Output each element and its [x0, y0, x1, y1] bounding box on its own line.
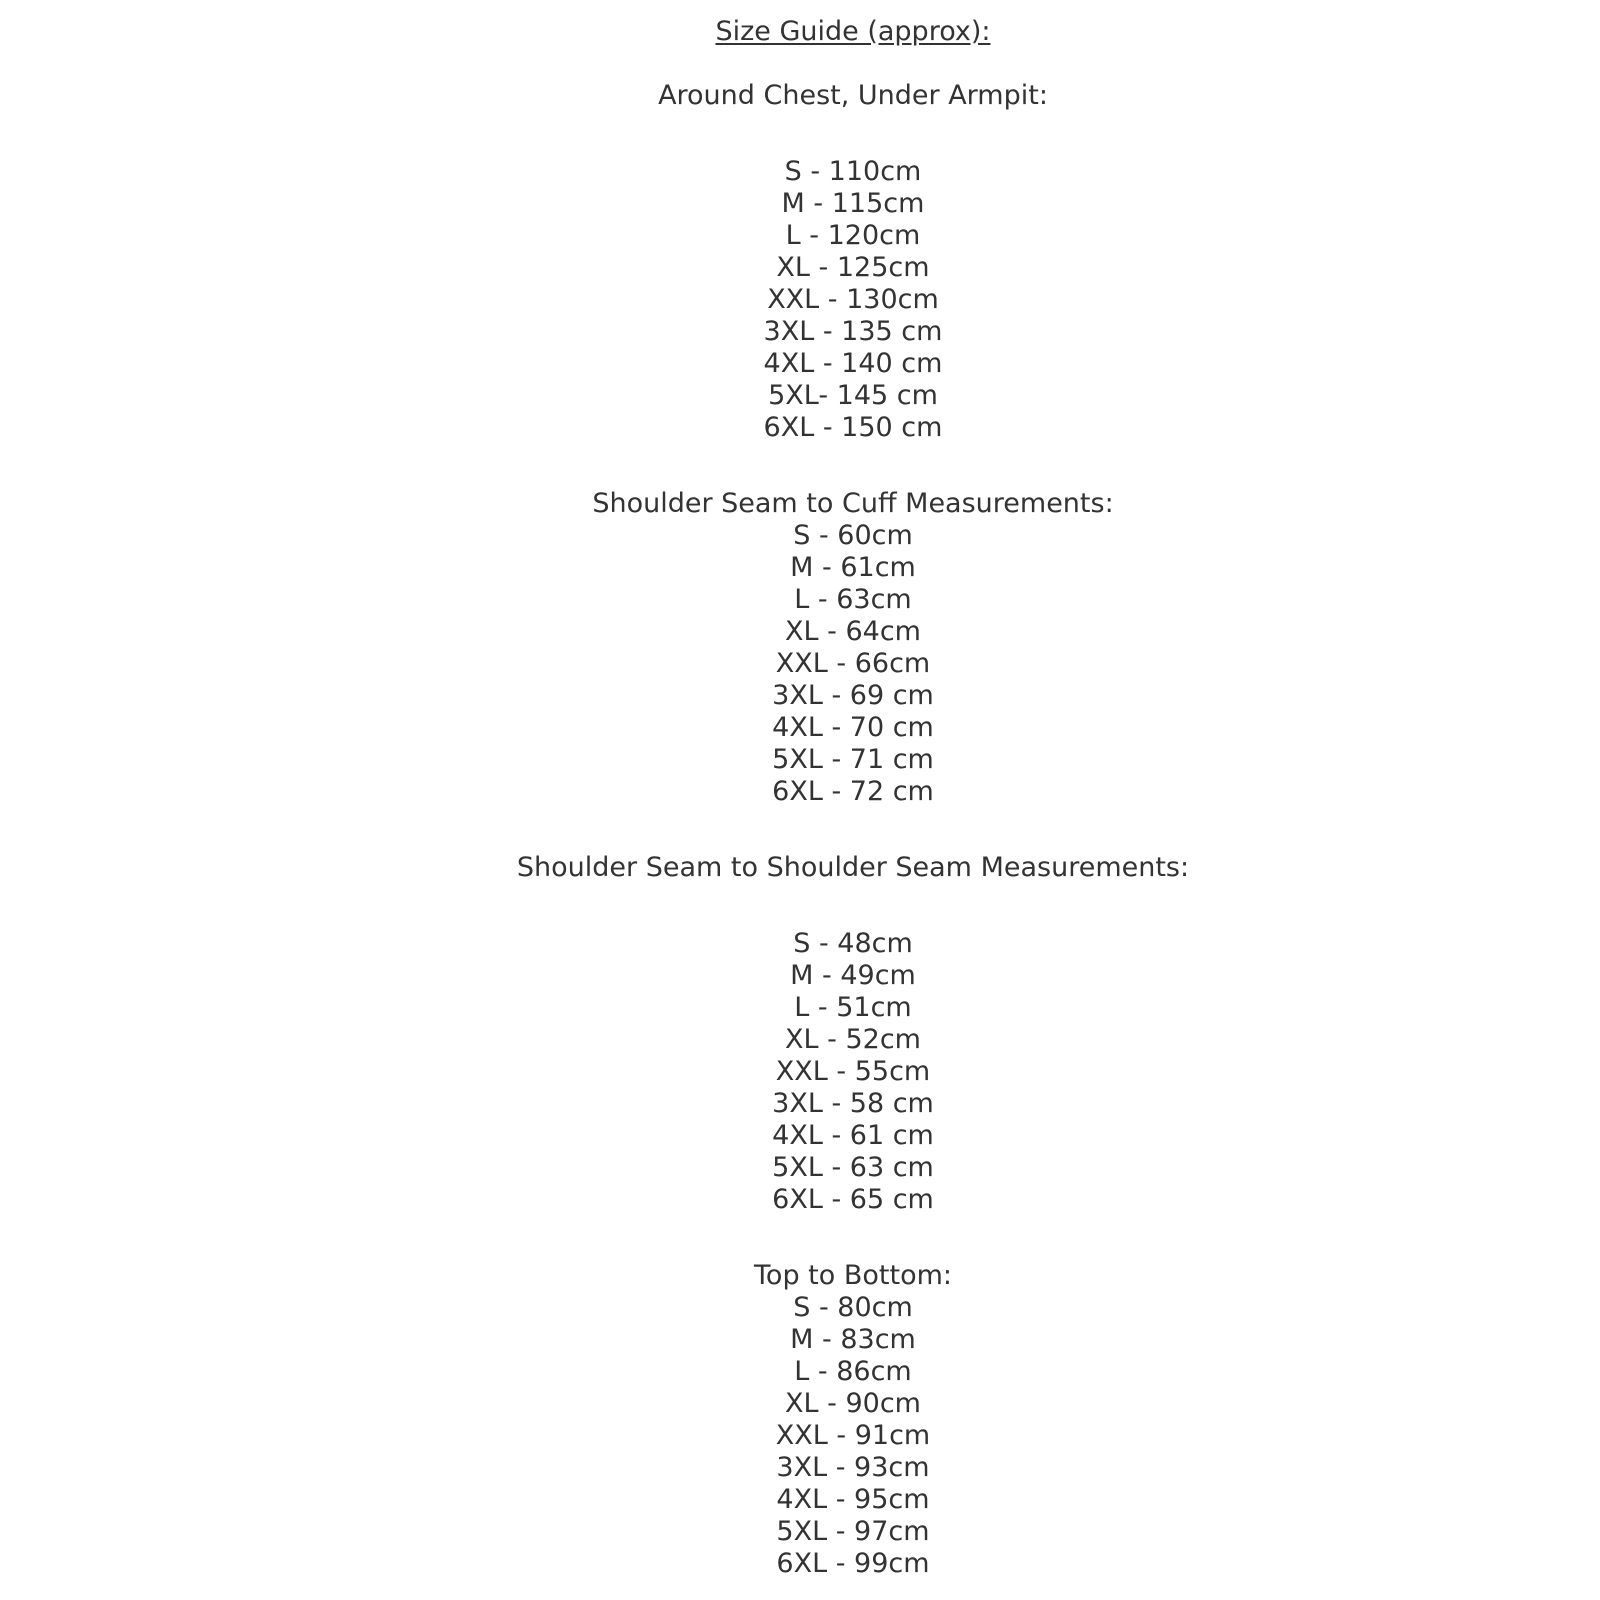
size-line: S - 110cm	[784, 156, 922, 187]
section-heading: Around Chest, Under Armpit:	[658, 80, 1048, 111]
blank-line	[106, 444, 1600, 488]
size-line: XXL - 130cm	[767, 284, 939, 315]
size-line: XXL - 66cm	[775, 648, 931, 679]
size-line: S - 80cm	[793, 1292, 913, 1323]
size-sections	[106, 48, 1600, 1580]
size-section	[106, 1260, 1600, 1580]
page-title: Size Guide (approx):	[715, 16, 991, 47]
size-line: L - 63cm	[794, 584, 912, 615]
size-line: S - 48cm	[793, 928, 913, 959]
size-line: M - 61cm	[790, 552, 916, 583]
size-line: XL - 52cm	[785, 1024, 921, 1055]
size-line: 3XL - 93cm	[776, 1452, 930, 1483]
size-line: 4XL - 140 cm	[763, 348, 943, 379]
size-line: 3XL - 58 cm	[772, 1088, 934, 1119]
size-line: XL - 64cm	[785, 616, 921, 647]
size-line: L - 86cm	[794, 1356, 912, 1387]
size-line: 6XL - 65 cm	[772, 1184, 934, 1215]
size-section	[106, 852, 1600, 1216]
size-section	[106, 80, 1600, 444]
size-line: 6XL - 150 cm	[763, 412, 943, 443]
size-line: 4XL - 70 cm	[772, 712, 934, 743]
size-line: L - 120cm	[785, 220, 921, 251]
section-heading: Top to Bottom:	[754, 1260, 952, 1291]
size-line: 4XL - 61 cm	[772, 1120, 934, 1151]
blank-line	[106, 884, 1600, 928]
section-heading: Shoulder Seam to Shoulder Seam Measurements:	[516, 852, 1190, 883]
size-line: L - 51cm	[794, 992, 912, 1023]
size-line: 5XL - 97cm	[776, 1516, 930, 1547]
size-line: 6XL - 72 cm	[772, 776, 934, 807]
size-line: 5XL- 145 cm	[768, 380, 938, 411]
size-line: XL - 125cm	[776, 252, 930, 283]
size-line: S - 60cm	[793, 520, 913, 551]
section-heading: Shoulder Seam to Cuff Measurements:	[592, 488, 1114, 519]
size-line: 5XL - 71 cm	[772, 744, 934, 775]
size-line: 4XL - 95cm	[776, 1484, 930, 1515]
size-line: M - 115cm	[781, 188, 925, 219]
size-line: 6XL - 99cm	[776, 1548, 930, 1579]
size-line: M - 83cm	[790, 1324, 916, 1355]
size-line: M - 49cm	[790, 960, 916, 991]
blank-line	[106, 48, 1600, 80]
size-line: 5XL - 63 cm	[772, 1152, 934, 1183]
blank-line	[106, 112, 1600, 156]
size-line: 3XL - 135 cm	[763, 316, 943, 347]
size-line: XXL - 91cm	[775, 1420, 931, 1451]
size-line: XXL - 55cm	[775, 1056, 931, 1087]
blank-line	[106, 1216, 1600, 1260]
size-line: 3XL - 69 cm	[772, 680, 934, 711]
size-section	[106, 488, 1600, 808]
size-line: XL - 90cm	[785, 1388, 921, 1419]
blank-line	[106, 808, 1600, 852]
